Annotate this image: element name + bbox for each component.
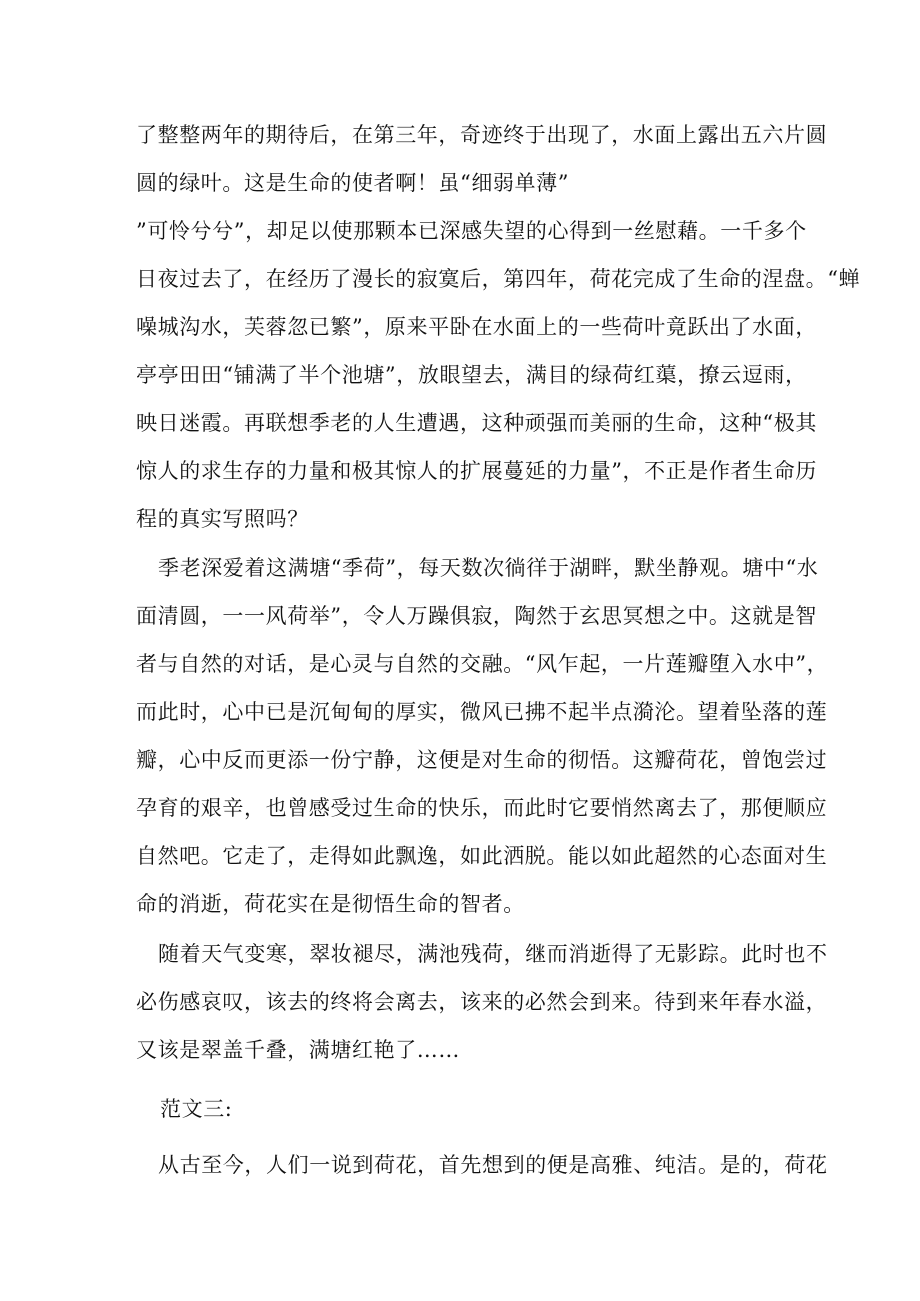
text-line: 惊人的求生存的力量和极其惊人的扩展蔓延的力量”，不正是作者生命历: [136, 459, 817, 483]
text-line: 命的消逝，荷花实在是彻悟生命的智者。: [136, 892, 525, 916]
text-line: 映日迷霞。再联想季老的人生遭遇，这种顽强而美丽的生命，这种“极其: [136, 411, 817, 435]
paragraph-first-line: 季老深爱着这满塘“季荷”，每天数次徜徉于湖畔，默坐静观。塘中“水: [158, 556, 819, 580]
text-line: 而此时，心中已是沉甸甸的厚实，微风已拂不起半点漪沦。望着坠落的莲: [136, 700, 828, 724]
text-line: ”可怜兮兮”，却足以使那颗本已深感失望的心得到一丝慰藉。一千多个: [136, 219, 807, 243]
text-line: 亭亭田田“铺满了半个池塘”，放眼望去，满目的绿荷红蕖，撩云逗雨，: [136, 363, 807, 387]
text-line: 自然吧。它走了，走得如此飘逸，如此洒脱。能以如此超然的心态面对生: [136, 844, 828, 868]
text-line: 噪城沟水，芙蓉忽已繁”，原来平卧在水面上的一些荷叶竟跃出了水面，: [136, 315, 817, 339]
section-heading: 范文三:: [160, 1097, 233, 1121]
text-line: 程的真实写照吗？: [136, 507, 309, 531]
paragraph-first-line: 随着天气变寒，翠妆褪尽，满池残荷，继而消逝得了无影踪。此时也不: [158, 942, 828, 966]
text-line: 面清圆，一一风荷举”，令人万躁俱寂，陶然于玄思冥想之中。这就是智: [136, 604, 817, 628]
text-line: 必伤感哀叹，该去的终将会离去，该来的必然会到来。待到来年春水溢，: [136, 990, 828, 1014]
text-line: 又该是翠盖千叠，满塘红艳了……: [136, 1038, 460, 1062]
text-line: 孕育的艰辛，也曾感受过生命的快乐，而此时它要悄然离去了，那便顺应: [136, 796, 828, 820]
text-line: 了整整两年的期待后，在第三年，奇迹终于出现了，水面上露出五六片圆: [136, 123, 828, 147]
text-line: 瓣，心中反而更添一份宁静，这便是对生命的彻悟。这瓣荷花，曾饱尝过: [136, 748, 828, 772]
text-line: 者与自然的对话，是心灵与自然的交融。“风乍起，一片莲瓣堕入水中”，: [136, 652, 829, 676]
paragraph-first-line: 从古至今，人们一说到荷花，首先想到的便是高雅、纯洁。是的，荷花: [158, 1153, 828, 1177]
text-line: 圆的绿叶。这是生命的使者啊！虽“细弱单薄”: [136, 171, 570, 195]
text-line: 日夜过去了，在经历了漫长的寂寞后，第四年，荷花完成了生命的涅盘。“蝉: [136, 267, 861, 291]
